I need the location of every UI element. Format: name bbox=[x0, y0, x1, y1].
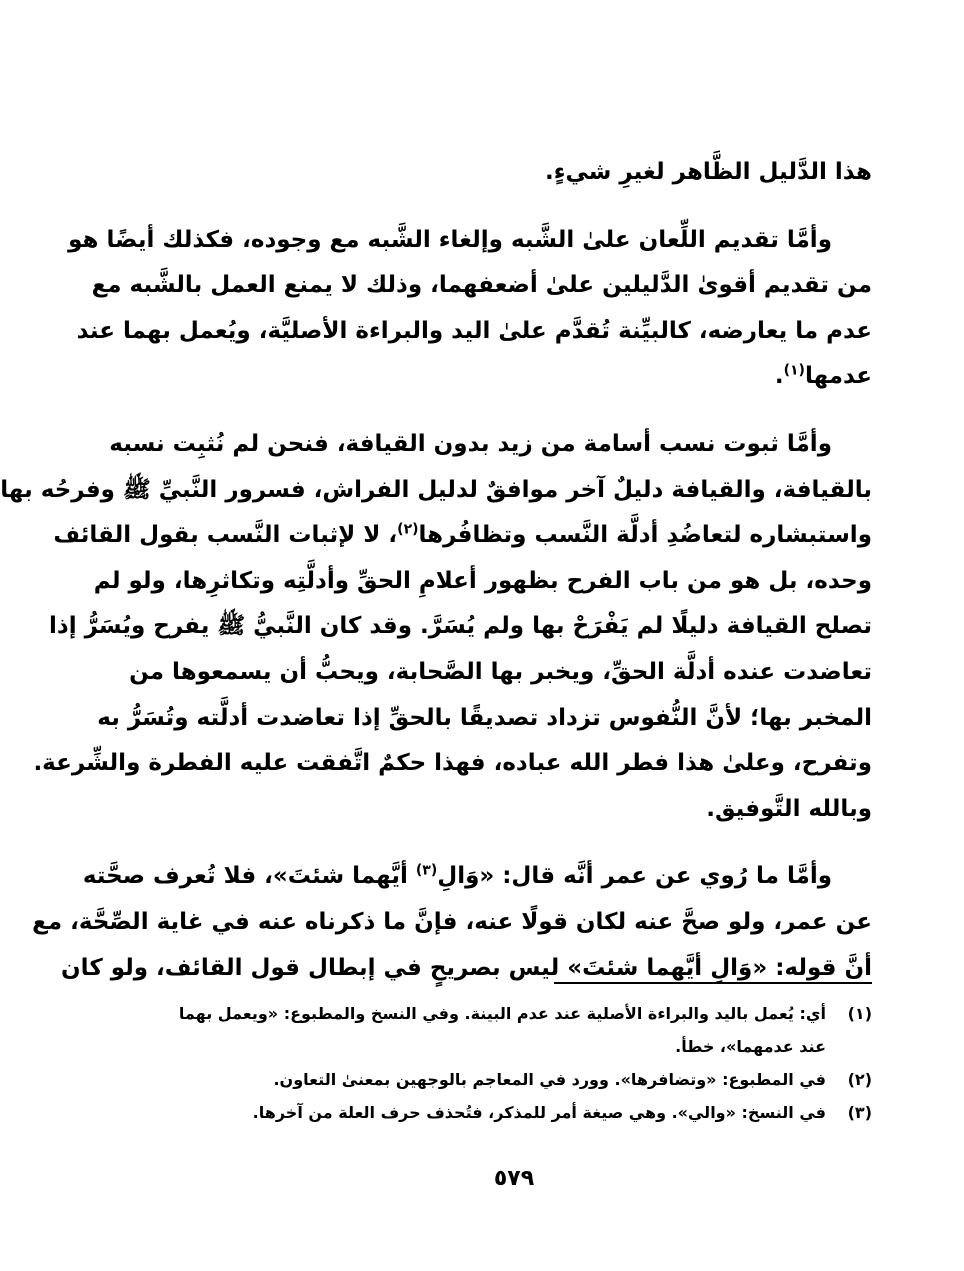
text-segment: واستبشاره لتعاضُدِ أدلَّة النَّسب وتظافُرها bbox=[418, 522, 872, 549]
paragraph bbox=[32, 854, 872, 991]
footnote-number: (٢) bbox=[847, 1070, 872, 1089]
text-line: في النسخ: «والي». وهي صيغة أمر للمذكر، فتُحذف حرف العلة من آخرها. bbox=[252, 1103, 826, 1122]
footnote-number: (٣) bbox=[847, 1103, 872, 1122]
text-line: هذا الدَّليل الظَّاهر لغيرِ شيءٍ. bbox=[544, 159, 872, 185]
main-text bbox=[0, 150, 872, 991]
footnote-marker[interactable]: (٢) bbox=[397, 521, 419, 538]
text-line: وتفرح، وعلىٰ هذا فطر الله عباده، فهذا حكمٌ اتَّفقت عليه الفطرة والشِّرعة. bbox=[33, 750, 872, 777]
footnote-number: (١) bbox=[847, 1004, 872, 1023]
footnote-separator bbox=[554, 982, 872, 984]
text-line: وأمَّا ثبوت نسب أسامة من زيد بدون القيافة، فنحن لم نُثبِت نسبه bbox=[109, 430, 832, 457]
text-line: وحده، بل هو من باب الفرح بظهور أعلامِ الحقِّ وأدلَّتِه وتكاثرِها، ولو لم bbox=[93, 567, 872, 594]
footnote bbox=[156, 997, 872, 1063]
text-line: تصلح القيافة دليلًا لم يَفْرَحْ بها ولم يُسَرَّ. وقد كان النَّبيُّ ﷺ يفرح ويُسَرُّ إذا bbox=[49, 613, 872, 640]
paragraph bbox=[156, 150, 872, 196]
text-line: وبالله التَّوفيق. bbox=[706, 795, 872, 822]
footnote-text bbox=[156, 1096, 826, 1129]
text-line bbox=[156, 354, 872, 400]
footnote-text bbox=[156, 997, 826, 1063]
text-line bbox=[53, 513, 872, 559]
text-line: من تقديم أقوىٰ الدَّليلين علىٰ أضعفهما، وذلك لا يمنع العمل بالشَّبه مع bbox=[91, 272, 872, 299]
text-segment: . bbox=[774, 363, 784, 390]
text-line: وأمَّا تقديم اللِّعان علىٰ الشَّبه وإلغاء الشَّبه مع وجوده، فكذلك أيضًا هو bbox=[68, 226, 832, 253]
footnote-marker[interactable]: (١) bbox=[783, 362, 805, 379]
text-line: في المطبوع: «وتضافرها». وورد في المعاجم بالوجهين بمعنىٰ التعاون. bbox=[273, 1070, 826, 1089]
text-line: أنَّ قوله: «وَالِ أيَّهما شئتَ» ليس بصريحٍ في إبطال قول القائف، ولو كان bbox=[61, 954, 872, 981]
paragraph bbox=[68, 218, 872, 400]
footnote bbox=[156, 1096, 872, 1129]
text-line: عدم ما يعارضه، كالبيِّنة تُقدَّم علىٰ اليد والبراءة الأصليَّة، ويُعمل بهما عند bbox=[76, 317, 872, 344]
text-line: عن عمر، ولو صحَّ عنه لكان قولًا عنه، فإنَّ ما ذكرناه عنه في غاية الصِّحَّة، مع bbox=[32, 908, 872, 935]
text-line: بالقيافة، والقيافة دليلٌ آخر موافقٌ لدليل الفراش، فسرور النَّبيِّ ﷺ وفرحُه بها bbox=[0, 476, 872, 503]
text-line bbox=[82, 854, 872, 900]
text-line: أي: يُعمل باليد والبراءة الأصلية عند عدم البينة. وفي النسخ والمطبوع: «ويعمل بهما bbox=[178, 1004, 826, 1023]
text-segment: عدمها bbox=[804, 363, 872, 390]
paragraph bbox=[0, 422, 872, 832]
text-line: المخبر بها؛ لأنَّ النُّفوس تزداد تصديقًا بالحقِّ إذا تعاضدت أدلَّته وتُسَرُّ به bbox=[97, 704, 872, 731]
text-line: عند عدمهما»، خطأ. bbox=[675, 1037, 826, 1056]
page-number: ٥٧٩ bbox=[493, 1166, 535, 1191]
text-segment: وأمَّا ما رُوي عن عمر أنَّه قال: «وَالِ bbox=[437, 863, 832, 890]
text-segment: أيَّهما شئتَ»، فلا تُعرف صحَّته bbox=[82, 863, 416, 890]
footnotes bbox=[156, 997, 872, 1129]
footnote-marker[interactable]: (٣) bbox=[415, 862, 438, 879]
text-segment: ، لا لإثبات النَّسب بقول القائف bbox=[53, 522, 398, 549]
footnote-text bbox=[156, 1063, 826, 1096]
text-line: تعاضدت عنده أدلَّة الحقِّ، ويخبر بها الصَّحابة، ويحبُّ أن يسمعوها من bbox=[129, 658, 872, 685]
footnote bbox=[156, 1063, 872, 1096]
